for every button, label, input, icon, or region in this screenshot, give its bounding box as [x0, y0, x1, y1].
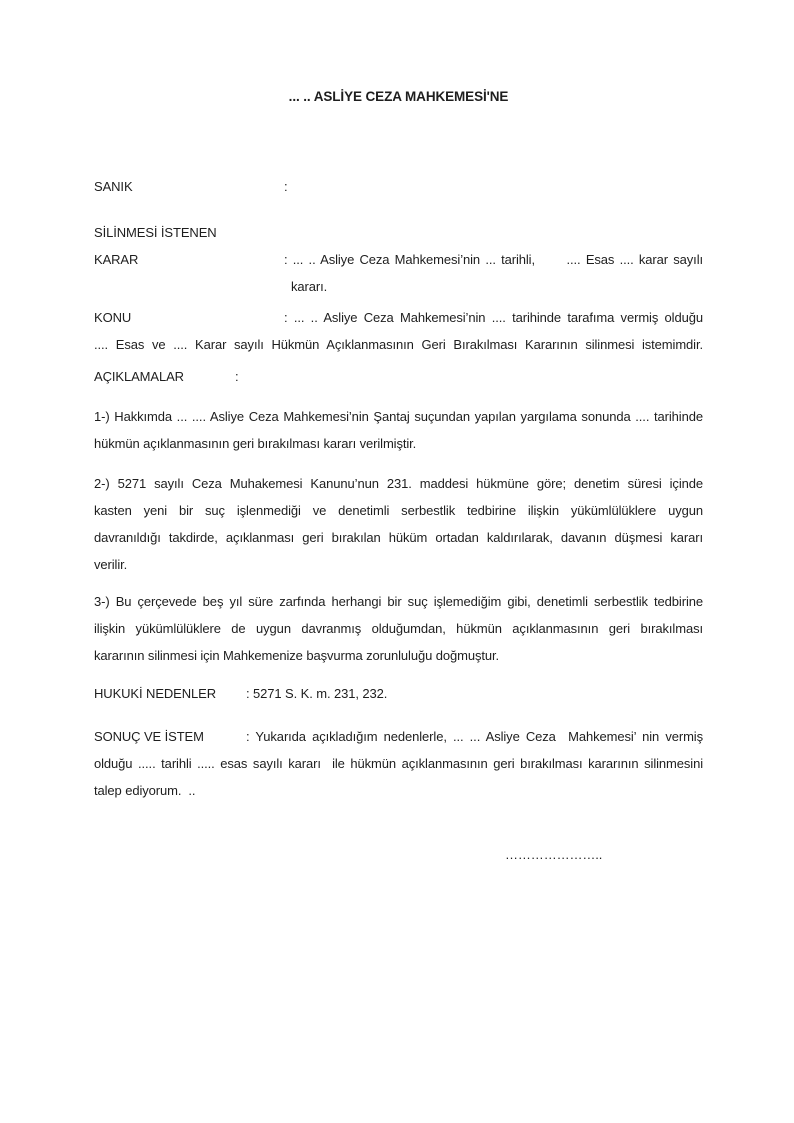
legal-grounds-label: HUKUKİ NEDENLER — [94, 686, 217, 701]
paragraph3-line3: kararının silinmesi için Mahkemenize başvurma zorunluluğu doğmuştur. — [94, 648, 500, 663]
decision-to-delete-value-line2: kararı. — [291, 279, 328, 294]
explanations-row — [94, 363, 703, 390]
legal-grounds-value: : 5271 S. K. m. 231, 232. — [246, 686, 388, 701]
subject-value-line1: : ... .. Asliye Ceza Mahkemesi’nin .... tarihinde tarafıma vermiş olduğu — [284, 310, 703, 325]
defendant-row — [94, 173, 703, 200]
petition-content — [94, 83, 703, 868]
legal-grounds-row — [94, 680, 703, 707]
decision-to-delete-label-line1: SİLİNMESİ İSTENEN — [94, 225, 217, 240]
paragraph2-line4: verilir. — [94, 557, 128, 572]
court-title: ... .. ASLİYE CEZA MAHKEMESİ'NE — [288, 89, 509, 104]
defendant-label: SANIK — [94, 179, 133, 194]
decision-to-delete-label-line2: KARAR — [94, 252, 139, 267]
conclusion-row — [94, 723, 703, 750]
decision-to-delete-value-line1: : ... .. Asliye Ceza Mahkemesi’nin ... tarihli, .... Esas .... karar sayılı — [284, 252, 703, 267]
subject-value-line2: .... Esas ve .... Karar sayılı Hükmün Açıklanmasının Geri Bırakılması Kararının silinmesi istemimdir. — [94, 337, 703, 352]
signature-dotted-line: ………………….. — [505, 847, 603, 862]
conclusion-value-line2: olduğu ..... tarihli ..... esas sayılı kararı ile hükmün açıklanmasının geri bırakılması kararının silinmesini — [94, 756, 703, 771]
conclusion-value-line1: : Yukarıda açıkladığım nedenlerle, ... ... Asliye Ceza Mahkemesi’ nin vermiş — [246, 729, 703, 744]
subject-row — [94, 304, 703, 331]
paragraph2-line3: davranıldığı takdirde, açıklanması geri bırakılan hüküm ortadan kaldırılarak, davanın düşmesi kararı — [94, 530, 703, 545]
conclusion-value-line3: talep ediyorum. .. — [94, 783, 196, 798]
subject-label: KONU — [94, 310, 132, 325]
paragraph2-line1: 2-) 5271 sayılı Ceza Muhakemesi Kanunu’nun 231. maddesi hükmüne göre; denetim süresi içinde — [94, 476, 703, 491]
conclusion-label: SONUÇ VE İSTEM — [94, 729, 204, 744]
explanations-colon: : — [235, 369, 239, 384]
paragraph3-line1: 3-) Bu çerçevede beş yıl süre zarfında herhangi bir suç işlemediğim gibi, denetimli serbestlik tedbirine — [94, 594, 703, 609]
paragraph1-line2: hükmün açıklanmasının geri bırakılması kararı verilmiştir. — [94, 436, 417, 451]
paragraph1-line1: 1-) Hakkımda ... .... Asliye Ceza Mahkemesi’nin Şantaj suçundan yapılan yargılama sonunda .... tarihinde — [94, 409, 703, 424]
paragraph3-line2: ilişkin yükümlülüklere de uygun davranmış olduğumdan, hükmün açıklanmasının geri bırakılması — [94, 621, 703, 636]
decision-to-delete-row — [94, 246, 703, 273]
defendant-value: : — [284, 179, 288, 194]
paragraph2-line2: kasten yeni bir suç işlenmediği ve denetimli serbestlik tedbirine ilişkin yükümlülüklere uygun — [94, 503, 703, 518]
explanations-label: AÇIKLAMALAR — [94, 369, 184, 384]
